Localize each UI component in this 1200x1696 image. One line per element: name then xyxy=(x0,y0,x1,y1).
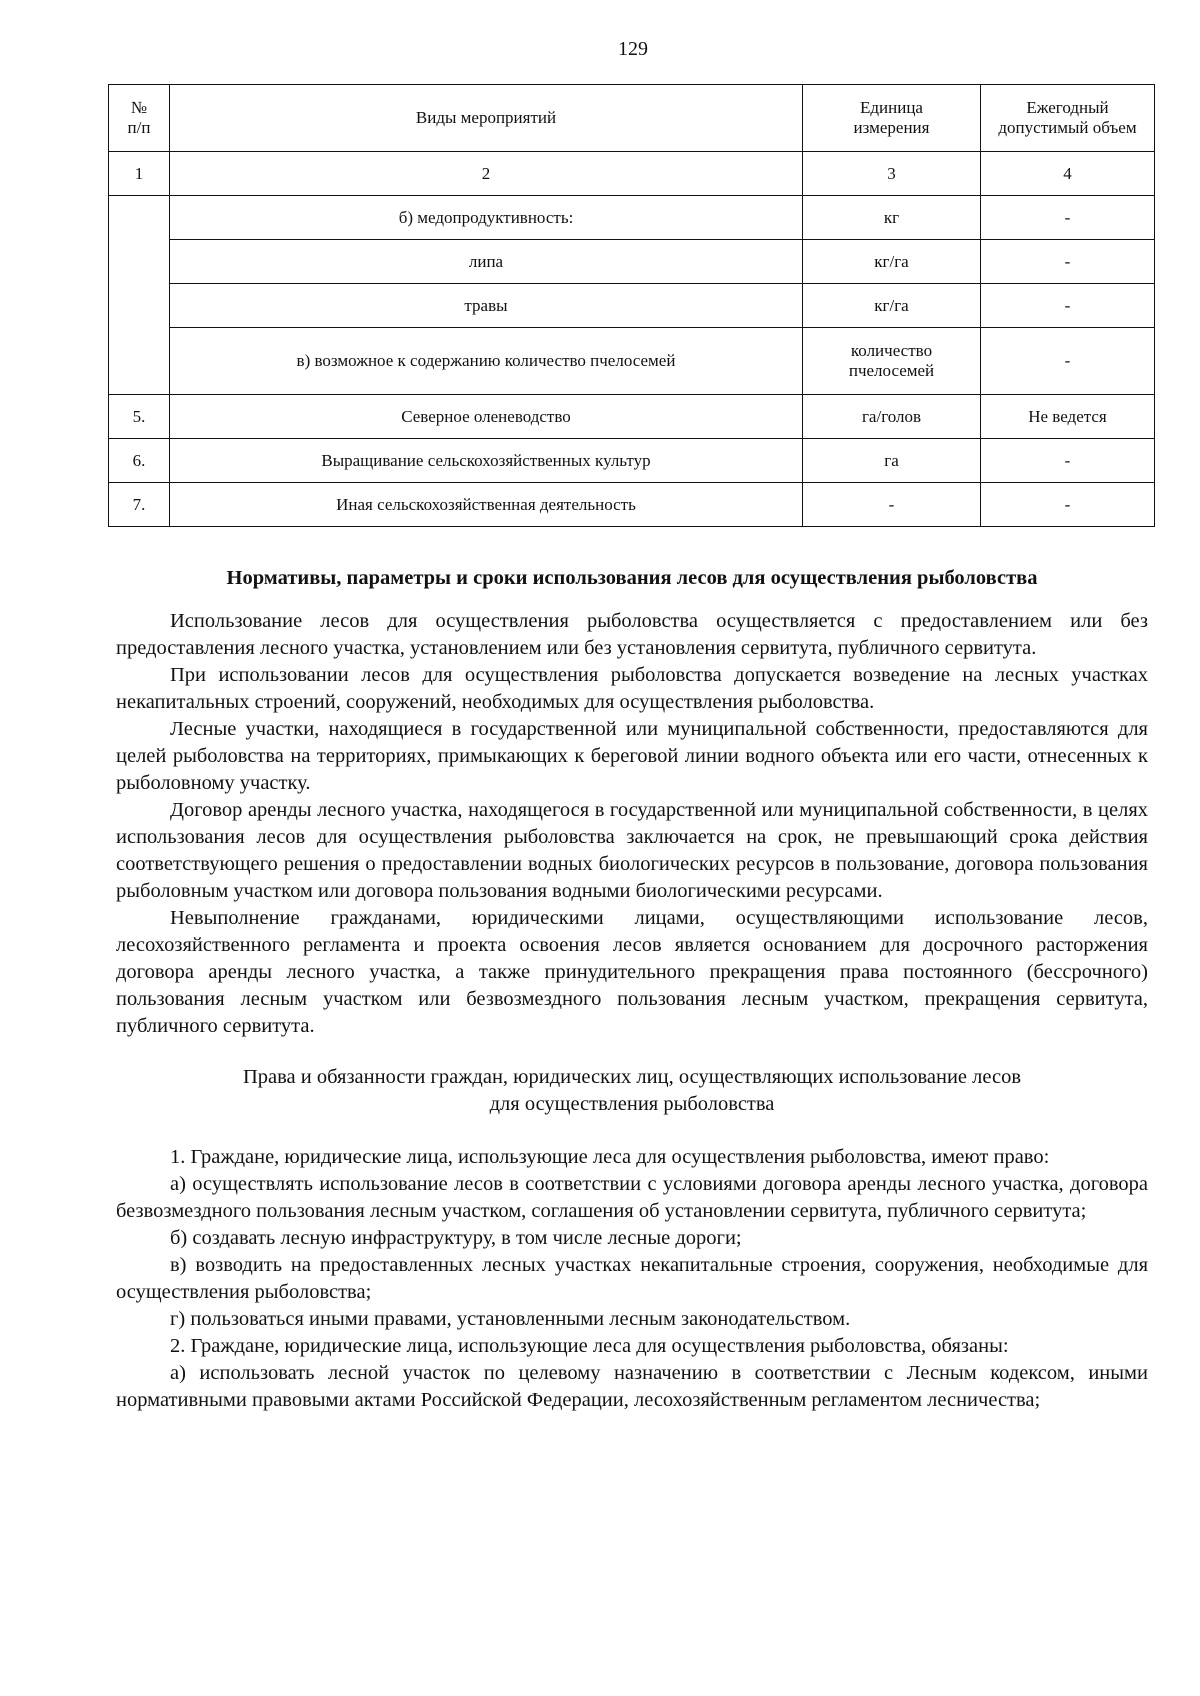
activity-cell: травы xyxy=(170,284,803,328)
merged-number-cell xyxy=(109,196,170,395)
activity-cell: Выращивание сельскохозяйственных культур xyxy=(170,439,803,483)
volume-cell: Не ведется xyxy=(981,395,1155,439)
header-cell-number xyxy=(109,85,170,152)
table-row xyxy=(109,439,1155,483)
numbering-cell: 3 xyxy=(803,152,981,196)
number-cell: 6. xyxy=(109,439,170,483)
unit-cell: кг xyxy=(803,196,981,240)
paragraph: Использование лесов для осуществления рыболовства осуществляется с предоставлением или без предоставления лесного участка, установлением или без установления сервитута, публичного сервитута. xyxy=(116,610,1148,659)
numbering-cell: 2 xyxy=(170,152,803,196)
header-unit-line2: измерения xyxy=(853,118,930,137)
table-numbering-row xyxy=(109,152,1155,196)
volume-cell: - xyxy=(981,439,1155,483)
header-cell-volume xyxy=(981,85,1155,152)
unit-cell xyxy=(803,328,981,395)
activity-cell: липа xyxy=(170,240,803,284)
number-cell: 7. xyxy=(109,483,170,527)
paragraph: в) возводить на предоставленных лесных участках некапитальные строения, сооружения, необходимые для осуществления рыболовства; xyxy=(116,1254,1148,1303)
volume-cell: - xyxy=(981,483,1155,527)
paragraph: Договор аренды лесного участка, находящегося в государственной или муниципальной собственности, в целях использования лесов для осуществления рыболовства заключается на срок, не превышающий срока действия соответствующего решения о предоставлении водных биологических ресурсов в пользование, договора пользования рыболовным участком или договора пользования водными биологическими ресурсами. xyxy=(116,799,1148,902)
table-header-row xyxy=(109,85,1155,152)
header-volume-line1: Ежегодный xyxy=(1026,98,1109,117)
table-row xyxy=(109,328,1155,395)
table-row xyxy=(109,483,1155,527)
paragraph: г) пользоваться иными правами, установленными лесным законодательством. xyxy=(170,1308,851,1330)
numbering-cell: 4 xyxy=(981,152,1155,196)
volume-cell: - xyxy=(981,284,1155,328)
page-number: 129 xyxy=(618,38,648,60)
header-volume-line2: допустимый объем xyxy=(998,118,1137,137)
unit-cell: га/голов xyxy=(803,395,981,439)
document-body xyxy=(116,565,1148,1414)
header-number-line1: № xyxy=(130,98,148,117)
header-number-line2: п/п xyxy=(127,118,151,137)
paragraph: а) использовать лесной участок по целевому назначению в соответствии с Лесным кодексом, иными нормативными правовыми актами Российской Федерации, лесохозяйственным регламентом лесничества; xyxy=(116,1362,1148,1411)
paragraph: 1. Граждане, юридические лица, использующие леса для осуществления рыболовства, имеют право: xyxy=(170,1146,1050,1168)
section-heading-fishing-norms: Нормативы, параметры и сроки использования лесов для осуществления рыболовства xyxy=(226,567,1038,589)
table-row xyxy=(109,284,1155,328)
section-heading-rights-duties xyxy=(116,1064,1148,1118)
activity-cell: в) возможное к содержанию количество пчелосемей xyxy=(170,328,803,395)
header-cell-activity xyxy=(170,85,803,152)
header-activity-label: Виды мероприятий xyxy=(415,108,557,127)
unit-cell: - xyxy=(803,483,981,527)
number-cell: 5. xyxy=(109,395,170,439)
activity-cell: Северное оленеводство xyxy=(170,395,803,439)
volume-cell: - xyxy=(981,328,1155,395)
unit-cell: кг/га xyxy=(803,284,981,328)
paragraph: Лесные участки, находящиеся в государственной или муниципальной собственности, предоставляются для целей рыболовства на территориях, примыкающих к береговой линии водного объекта или его части, отнесенных к рыболовному участку. xyxy=(116,718,1148,794)
heading-line: для осуществления рыболовства xyxy=(489,1093,775,1115)
table-row xyxy=(109,240,1155,284)
activity-cell: Иная сельскохозяйственная деятельность xyxy=(170,483,803,527)
table-row xyxy=(109,196,1155,240)
activities-table xyxy=(108,84,1155,527)
heading-line: Права и обязанности граждан, юридических лиц, осуществляющих использование лесов xyxy=(242,1066,1022,1088)
numbering-cell: 1 xyxy=(109,152,170,196)
activity-cell: б) медопродуктивность: xyxy=(170,196,803,240)
paragraph: б) создавать лесную инфраструктуру, в том числе лесные дороги; xyxy=(170,1227,742,1249)
volume-cell: - xyxy=(981,240,1155,284)
unit-line: пчелосемей xyxy=(848,361,935,380)
paragraph: а) осуществлять использование лесов в соответствии с условиями договора аренды лесного участка, договора безвозмездного пользования лесным участком, соглашения об установлении сервитута, публичного сервитута; xyxy=(116,1173,1148,1222)
unit-cell: га xyxy=(803,439,981,483)
table-row xyxy=(109,395,1155,439)
paragraph: Невыполнение гражданами, юридическими лицами, осуществляющими использование лесов, лесохозяйственного регламента и проекта освоения лесов является основанием для досрочного расторжения договора аренды лесного участка, а также принудительного прекращения права постоянного (бессрочного) пользования лесным участком или безвозмездного пользования лесным участком, прекращения сервитута, публичного сервитута. xyxy=(116,907,1148,1037)
unit-cell: кг/га xyxy=(803,240,981,284)
paragraph: При использовании лесов для осуществления рыболовства допускается возведение на лесных участках некапитальных строений, сооружений, необходимых для осуществления рыболовства. xyxy=(116,664,1148,713)
header-cell-unit xyxy=(803,85,981,152)
header-unit-line1: Единица xyxy=(860,98,923,117)
paragraph: 2. Граждане, юридические лица, использующие леса для осуществления рыболовства, обязаны: xyxy=(170,1335,1009,1357)
unit-line: количество xyxy=(850,341,933,360)
volume-cell: - xyxy=(981,196,1155,240)
